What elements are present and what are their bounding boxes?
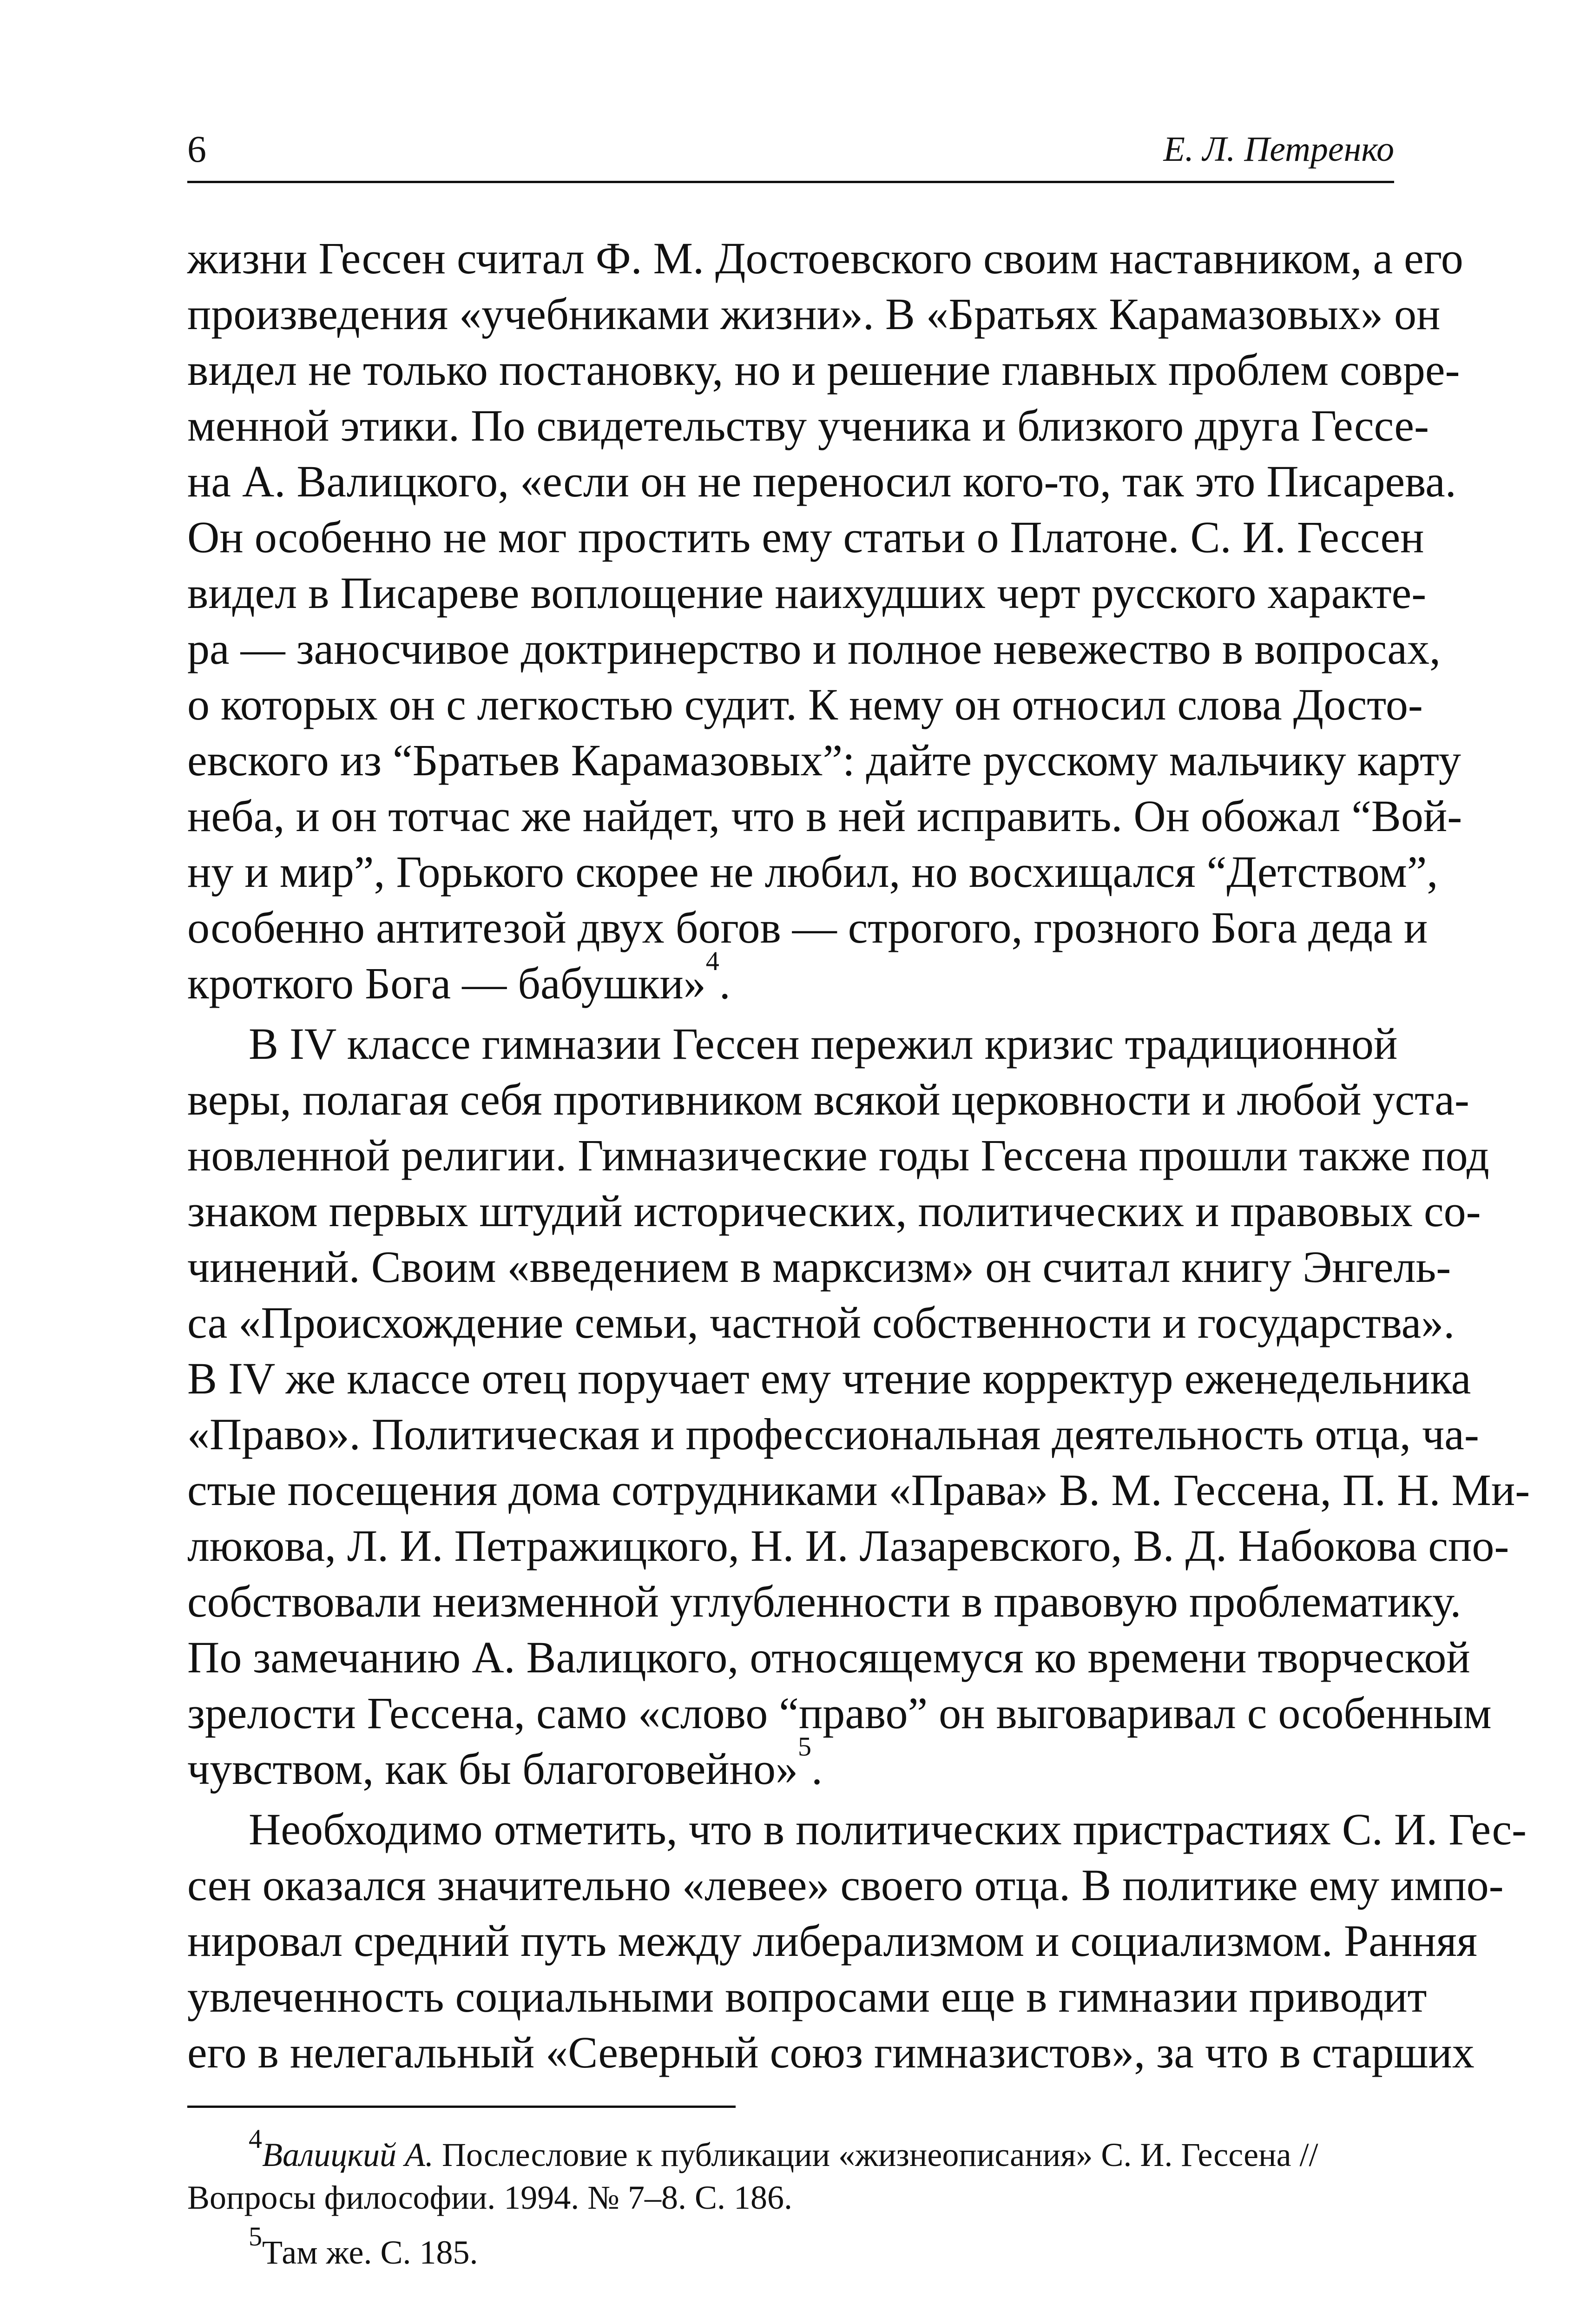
text-line: видел не только постановку, но и решение главных проблем совре- xyxy=(187,345,1460,395)
header-rule xyxy=(187,181,1394,183)
footnote-text: Там же. С. 185. xyxy=(262,2234,478,2271)
footnote-separator xyxy=(187,2106,736,2108)
running-head: Е. Л. Петренко xyxy=(1163,130,1394,169)
text-line: новленной религии. Гимназические годы Гессена прошли также под xyxy=(187,1130,1489,1180)
text-line: увлеченность социальными вопросами еще в гимназии приводит xyxy=(187,1972,1427,2021)
text-line xyxy=(187,1731,1394,1797)
text-line: знаком первых штудий исторических, политических и правовых со- xyxy=(187,1186,1481,1236)
paragraph-start-line: В IV классе гимназии Гессен пережил кризис традиционной xyxy=(249,1019,1398,1069)
page-number: 6 xyxy=(187,128,206,170)
footnote-text: Послесловие к публикации «жизнеописания» С. И. Гессена // xyxy=(434,2136,1318,2173)
footnote-author: Валицкий А. xyxy=(262,2136,434,2173)
footnote-marker-5: 5 xyxy=(249,2221,262,2251)
text-line: чинений. Своим «введением в марксизм» он считал книгу Энгель- xyxy=(187,1242,1451,1292)
footnote-4 xyxy=(187,2124,1394,2176)
page-header xyxy=(187,128,1394,171)
text-line: менной этики. По свидетельству ученика и близкого друга Гессе- xyxy=(187,401,1429,450)
text-line: видел в Писареве воплощение наихудших черт русского характе- xyxy=(187,568,1427,618)
text-line: неба, и он тотчас же найдет, что в ней исправить. Он обожал “Вой- xyxy=(187,791,1462,841)
text-line: Он особенно не мог простить ему статьи о Платоне. С. И. Гессен xyxy=(187,512,1424,562)
text-line: произведения «учебниками жизни». В «Братьях Карамазовых» он xyxy=(187,289,1441,339)
text-line: люкова, Л. И. Петражицкого, Н. И. Лазаревского, В. Д. Набокова спо- xyxy=(187,1521,1509,1571)
text-line: евского из “Братьев Карамазовых”: дайте русскому мальчику карту xyxy=(187,735,1461,785)
text-line: «Право». Политическая и профессиональная деятельность отца, ча- xyxy=(187,1409,1479,1459)
text-line-content: чувством, как бы благоговейно» xyxy=(187,1744,798,1794)
text-line: о которых он с легкостью судит. К нему он относил слова Досто- xyxy=(187,680,1423,729)
paragraph-start-line: Необходимо отметить, что в политических пристрастиях С. И. Гес- xyxy=(249,1804,1527,1854)
text-line: стые посещения дома сотрудниками «Права» В. М. Гессена, П. Н. Ми- xyxy=(187,1465,1530,1515)
text-line: веры, полагая себя противником всякой церковности и любой уста- xyxy=(187,1075,1469,1124)
text-line: собствовали неизменной углубленности в правовую проблематику. xyxy=(187,1577,1462,1626)
footnote-5 xyxy=(187,2221,1394,2274)
text-line: зрелости Гессена, само «слово “право” он выговаривал с особенным xyxy=(187,1688,1492,1738)
text-line: ну и мир”, Горького скорее не любил, но восхищался “Детством”, xyxy=(187,847,1438,897)
text-line: особенно антитезой двух богов — строгого, грозного Бога деда и xyxy=(187,903,1428,952)
text-line: са «Происхождение семьи, частной собственности и государства». xyxy=(187,1298,1455,1347)
text-line: его в нелегальный «Северный союз гимназистов», за что в старших xyxy=(187,2027,1475,2077)
text-line: жизни Гессен считал Ф. М. Достоевского своим наставником, а его xyxy=(187,233,1463,283)
footnote-marker-4: 4 xyxy=(249,2124,262,2154)
text-line xyxy=(187,946,1394,1011)
text-line: ра — заносчивое доктринерство и полное невежество в вопросах, xyxy=(187,624,1441,673)
sentence-period: . xyxy=(719,958,731,1008)
text-line: нировал средний путь между либерализмом и социализмом. Ранняя xyxy=(187,1916,1477,1966)
text-line: на А. Валицкого, «если он не переносил кого-то, так это Писарева. xyxy=(187,456,1456,506)
footnote-ref-5[interactable]: 5 xyxy=(798,1731,812,1762)
footnote-4-line-2: Вопросы философии. 1994. № 7–8. С. 186. xyxy=(187,2179,792,2216)
text-line: По замечанию А. Валицкого, относящемуся ко времени творческой xyxy=(187,1632,1470,1682)
text-line-content: кроткого Бога — бабушки» xyxy=(187,958,706,1008)
text-line: сен оказался значительно «левее» своего отца. В политике ему импо- xyxy=(187,1860,1504,1910)
sentence-period: . xyxy=(811,1744,823,1794)
footnote-ref-4[interactable]: 4 xyxy=(705,946,719,976)
text-line: В IV же классе отец поручает ему чтение корректур еженедельника xyxy=(187,1353,1471,1403)
